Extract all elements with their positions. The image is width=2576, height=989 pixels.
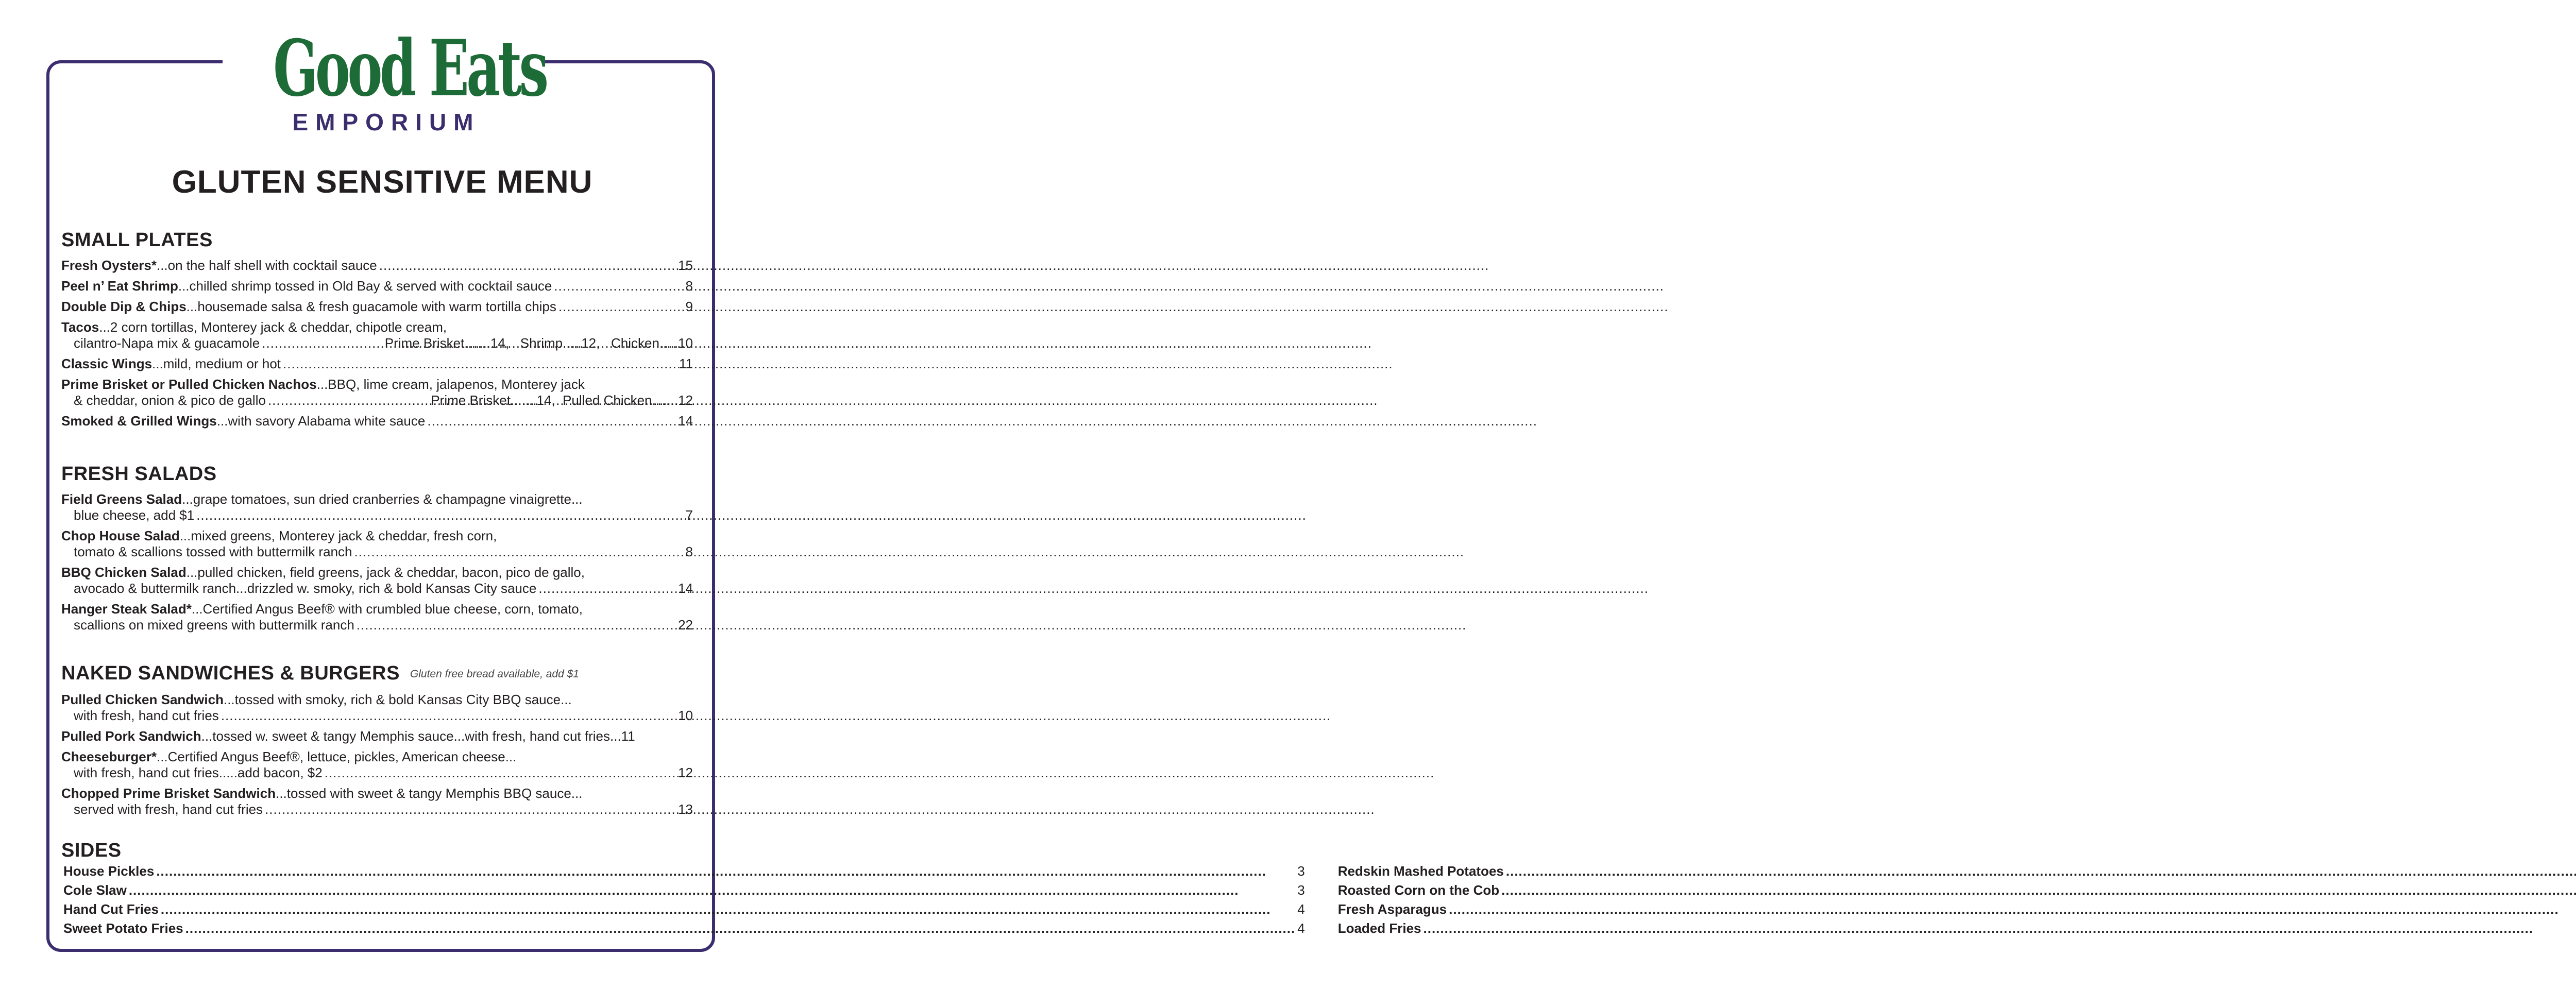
item-desc-cont: with fresh, hand cut fries [74, 707, 219, 723]
side-name: Cole Slaw [63, 882, 127, 898]
item-desc: ...housemade salsa & fresh guacamole with warm tortilla chips [186, 299, 556, 314]
item-name: Double Dip & Chips [61, 299, 187, 314]
item-desc: ...tossed with smoky, rich & bold Kansas City BBQ sauce... [223, 691, 572, 707]
item-desc: ...chilled shrimp tossed in Old Bay & served with cocktail sauce [178, 278, 552, 294]
item-desc-cont: & cheddar, onion & pico de gallo [74, 393, 266, 408]
item-options: Prime Brisket.......14, Shrimp.....12, Chicken.....10 [384, 335, 693, 351]
side-item [63, 900, 1305, 919]
item-desc: ...grape tomatoes, sun dried cranberries & champagne vinaigrette... [182, 491, 583, 507]
item-price: 13 [678, 801, 693, 817]
item-name: Pulled Chicken Sandwich [61, 691, 224, 707]
item-name: Prime Brisket or Pulled Chicken Nachos [61, 377, 317, 392]
side-name: Roasted Corn on the Cob [1337, 882, 1500, 898]
item-desc: ...mixed greens, Monterey jack & cheddar, fresh corn, [179, 528, 497, 543]
item-name: Peel n’ Eat Shrimp [61, 278, 178, 294]
menu-item [61, 491, 693, 523]
item-name: Pulled Pork Sandwich [61, 728, 201, 744]
side-price: 3 [1297, 882, 1305, 898]
item-price: 8 [685, 544, 693, 559]
section-heading: SIDES [61, 840, 122, 861]
sides-column-right [1338, 862, 2576, 938]
item-desc: ...tossed w. sweet & tangy Memphis sauce...with fresh, hand cut fries...11 [201, 728, 635, 744]
menu-item [61, 749, 693, 781]
menu-item [61, 278, 693, 294]
section-fresh-salads [61, 463, 693, 638]
logo-subtitle: EMPORIUM [292, 109, 481, 135]
item-name: Field Greens Salad [61, 491, 182, 507]
item-name: Chop House Salad [61, 528, 180, 543]
menu-item [61, 601, 693, 633]
item-desc-cont: avocado & buttermilk ranch...drizzled w. smoky, rich & bold Kansas City sauce [74, 581, 537, 596]
item-price: 9 [685, 299, 693, 314]
item-desc: ...on the half shell with cocktail sauce [156, 258, 377, 273]
section-sides [61, 839, 1504, 938]
section-sandwiches [61, 662, 693, 822]
logo [222, 23, 546, 136]
item-desc: ...2 corn tortillas, Monterey jack & cheddar, chipotle cream, [99, 319, 447, 335]
side-price: 3 [1297, 863, 1305, 879]
item-desc: ...with savory Alabama white sauce [216, 413, 426, 429]
menu-item [61, 356, 693, 372]
side-name: Redskin Mashed Potatoes [1337, 863, 1504, 879]
item-desc-cont: blue cheese, add $1 [74, 507, 195, 523]
menu-item [61, 692, 693, 724]
section-heading-text: NAKED SANDWICHES & BURGERS [61, 662, 400, 684]
item-desc-cont: served with fresh, hand cut fries [74, 801, 263, 817]
menu-item [61, 528, 693, 560]
menu-item [61, 319, 693, 351]
item-price: 10 [678, 707, 693, 723]
side-item [63, 881, 1305, 900]
menu-item [61, 377, 693, 408]
item-price: 12 [678, 764, 693, 780]
side-item [1338, 881, 2576, 900]
menu-item [61, 565, 693, 596]
item-price: 14 [678, 581, 693, 596]
item-name: Fresh Oysters* [61, 258, 157, 273]
side-item [1338, 900, 2576, 919]
item-name: Smoked & Grilled Wings [61, 413, 217, 429]
section-note: Gluten free bread available, add $1 [410, 668, 579, 680]
item-desc: ...mild, medium or hot [152, 356, 281, 371]
item-price: 11 [679, 356, 693, 371]
side-price: 4 [1297, 901, 1305, 917]
item-name: Hanger Steak Salad* [61, 601, 192, 617]
section-heading: FRESH SALADS [61, 463, 217, 485]
item-price: 7 [685, 507, 693, 523]
menu-item [61, 728, 693, 744]
item-desc: ...pulled chicken, field greens, jack & cheddar, bacon, pico de gallo, [186, 565, 585, 580]
item-desc: ...tossed with sweet & tangy Memphis BBQ sauce... [276, 785, 583, 801]
item-price: 15 [678, 258, 693, 273]
side-item [1338, 862, 2576, 881]
item-name: Cheeseburger* [61, 748, 157, 764]
side-item [1338, 919, 2576, 938]
logo-wordmark: Good Eats [273, 23, 546, 114]
item-options: Prime Brisket.......14, Pulled Chicken.......12 [431, 393, 693, 408]
item-price: 8 [685, 278, 693, 294]
section-heading: SMALL PLATES [61, 229, 213, 251]
side-item [63, 862, 1305, 881]
menu-item [61, 413, 693, 429]
side-name: House Pickles [63, 863, 155, 879]
sides-column-left [61, 862, 1305, 938]
item-desc-cont: with fresh, hand cut fries.....add bacon, $2 [74, 764, 323, 780]
sides-grid [61, 862, 1504, 938]
item-desc-cont: tomato & scallions tossed with buttermilk ranch [74, 544, 352, 559]
section-heading [61, 662, 693, 686]
item-desc: ...BBQ, lime cream, jalapenos, Monterey jack [316, 377, 585, 392]
menu-item [61, 258, 693, 274]
item-price: 22 [678, 617, 693, 633]
side-name: Hand Cut Fries [63, 901, 159, 917]
side-name: Fresh Asparagus [1337, 901, 1447, 917]
side-price: 4 [1297, 920, 1305, 936]
menu-item [61, 299, 693, 315]
item-name: Tacos [61, 319, 99, 335]
item-name: BBQ Chicken Salad [61, 565, 187, 580]
section-small-plates [61, 229, 693, 434]
side-name: Sweet Potato Fries [63, 920, 183, 936]
item-name: Classic Wings [61, 356, 152, 371]
item-name: Chopped Prime Brisket Sandwich [61, 785, 276, 801]
item-price: 14 [678, 413, 693, 429]
item-desc: ...Certified Angus Beef®, lettuce, pickles, American cheese... [156, 748, 517, 764]
side-name: Loaded Fries [1337, 920, 1421, 936]
item-desc-cont: cilantro-Napa mix & guacamole [74, 335, 260, 351]
item-desc-cont: scallions on mixed greens with buttermilk ranch [74, 617, 354, 633]
menu-item [61, 786, 693, 817]
item-desc: ...Certified Angus Beef® with crumbled blue cheese, corn, tomato, [191, 601, 583, 617]
side-item [63, 919, 1305, 938]
page-title: GLUTEN SENSITIVE MENU [172, 164, 593, 200]
